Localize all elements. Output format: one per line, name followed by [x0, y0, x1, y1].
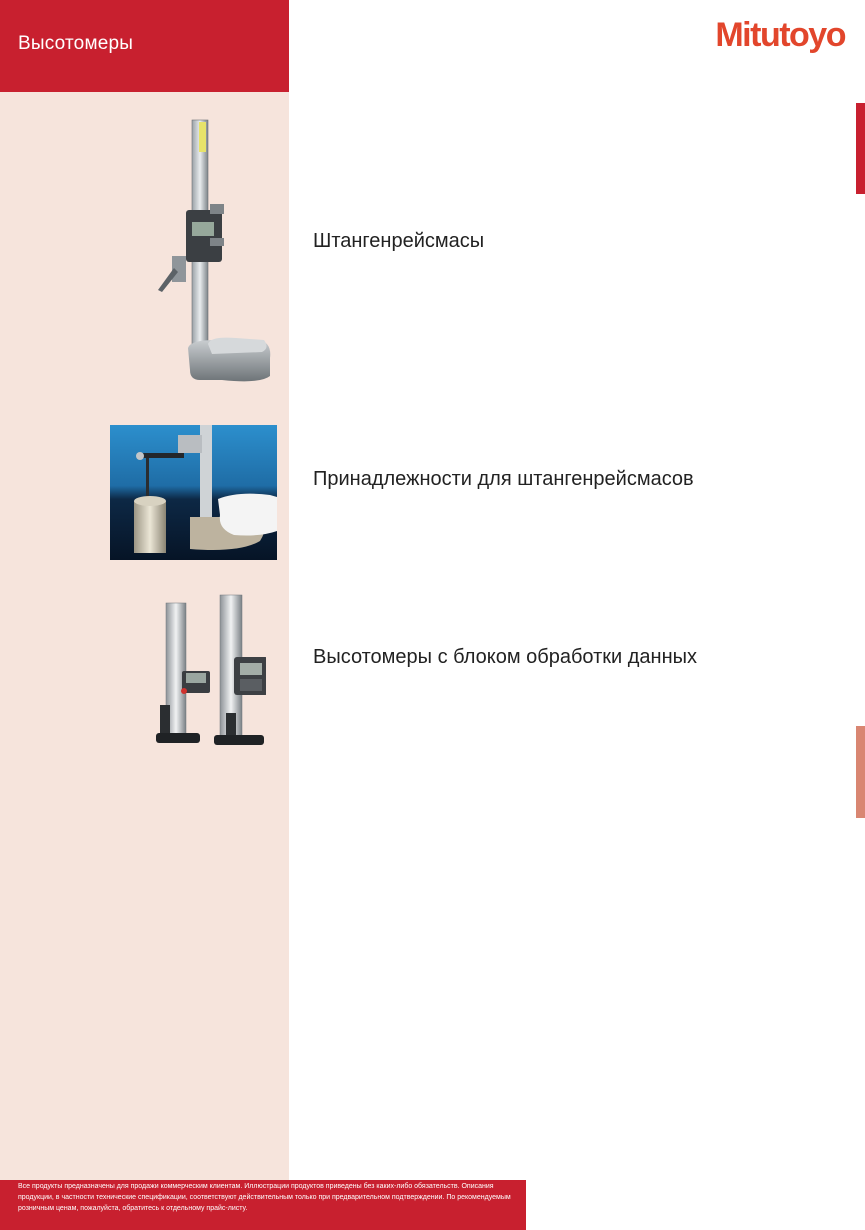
mitutoyo-logo: Mitutoyo — [715, 16, 845, 54]
page-title: Высотомеры — [18, 33, 134, 54]
footer-disclaimer: Все продукты предназначены для продажи коммерческим клиентам. Иллюстрации продуктов приведены без каких-либо обязательств. Описания продукции, в частности технические спецификации, соответствуют действительным только при предварительном подтверждении. По рекомендуемым розничным ценам, пожалуйста, обратитесь к отдельному прайс-листу. — [18, 1183, 511, 1212]
section-tab-salmon — [856, 726, 865, 818]
section-label-height-gauges: Штангенрейсмасы — [313, 230, 485, 252]
section-label-data-height-gauges: Высотомеры с блоком обработки данных — [313, 646, 698, 668]
height-gauge-image — [150, 118, 275, 390]
linear-height-image — [154, 593, 266, 748]
accessory-photo — [110, 425, 277, 560]
section-label-accessories: Принадлежности для штангенрейсмасов — [313, 468, 694, 490]
section-tab-red — [856, 103, 865, 194]
